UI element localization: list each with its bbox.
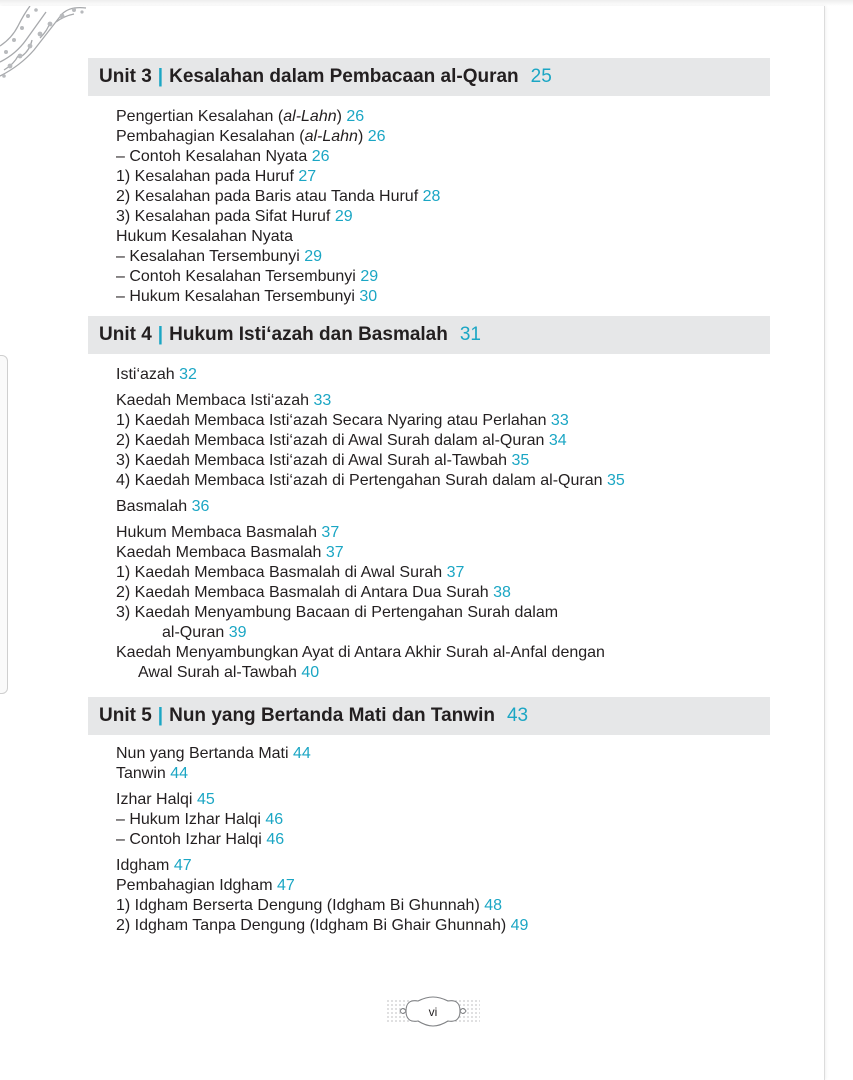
toc-entry[interactable] [116, 167, 796, 187]
toc-entry[interactable] [116, 107, 796, 127]
toc-entry-text: Pembahagian Idgham [116, 877, 273, 894]
toc-entry[interactable] [116, 227, 796, 247]
corner-ornament-icon [0, 6, 92, 80]
toc-entry[interactable] [116, 287, 796, 307]
toc-entry[interactable] [116, 764, 796, 784]
toc-entry-page-number: 27 [298, 168, 317, 185]
toc-entry-page-number: 26 [346, 108, 365, 125]
toc-entry-page-number: 37 [321, 524, 340, 541]
toc-entry-page-number: 44 [170, 765, 189, 782]
toc-entry[interactable] [116, 744, 796, 764]
toc-entry[interactable] [116, 603, 796, 623]
toc-entry-text: 3) Kaedah Membaca Isti‘azah di Awal Surah al-Tawbah [116, 452, 508, 469]
unit-5-header[interactable] [88, 697, 770, 735]
toc-entry[interactable] [116, 790, 796, 810]
toc-entry[interactable] [116, 147, 796, 167]
toc-entry[interactable] [116, 267, 796, 287]
toc-entry-text: – Hukum Izhar Halqi [116, 811, 261, 828]
toc-entry-text: Hukum Membaca Basmalah [116, 524, 317, 541]
toc-entry-text: 2) Idgham Tanpa Dengung (Idgham Bi Ghair Ghunnah) [116, 917, 507, 934]
toc-entry[interactable] [116, 431, 796, 451]
toc-entry-page-number: 38 [493, 584, 511, 601]
toc-entry[interactable] [116, 451, 796, 471]
toc-entry-text: Basmalah [116, 498, 188, 515]
toc-entry-text: – Contoh Kesalahan Tersembunyi [116, 268, 356, 285]
unit-page-number: 25 [530, 66, 552, 87]
page-number-frame [386, 995, 480, 1028]
toc-entry-text: Hukum Kesalahan Nyata [116, 228, 293, 245]
toc-entry-text: Tanwin [116, 765, 166, 782]
toc-entry[interactable] [116, 411, 796, 431]
toc-entry[interactable] [116, 623, 796, 643]
toc-entry-page-number: 35 [606, 472, 625, 489]
toc-entry-page-number: 45 [196, 791, 215, 808]
toc-entry[interactable] [116, 643, 796, 663]
toc-entry-italic-term: al-Lahn [283, 108, 337, 125]
toc-entry[interactable] [116, 523, 796, 543]
unit-separator: | [157, 324, 164, 345]
toc-entry[interactable] [116, 471, 796, 491]
toc-entry-page-number: 30 [359, 288, 378, 305]
toc-entry-page-number: 47 [173, 857, 192, 874]
toc-entry[interactable] [116, 810, 796, 830]
toc-entry-page-number: 37 [446, 564, 465, 581]
toc-entry-page-number: 33 [550, 412, 569, 429]
unit-label: Unit 3 [99, 66, 152, 87]
toc-entry-text: Kaedah Membaca Isti‘azah [116, 392, 309, 409]
toc-entry-text: Awal Surah al-Tawbah [138, 664, 297, 681]
toc-entry-page-number: 29 [304, 248, 323, 265]
toc-entry[interactable] [116, 543, 796, 563]
unit-title: Nun yang Bertanda Mati dan Tanwin [169, 705, 495, 726]
toc-entry-text: 2) Kesalahan pada Baris atau Tanda Huruf [116, 188, 419, 205]
unit-3-header[interactable] [88, 58, 770, 96]
toc-entry-text: – Kesalahan Tersembunyi [116, 248, 300, 265]
toc-entry-page-number: 37 [325, 544, 344, 561]
toc-entry-text: Pengertian Kesalahan ( [116, 108, 284, 125]
toc-entry[interactable] [116, 127, 796, 147]
unit-label: Unit 5 [99, 705, 152, 726]
toc-entry-text: 1) Idgham Berserta Dengung (Idgham Bi Ghunnah) [116, 897, 480, 914]
toc-entry-italic-term: al-Lahn [304, 128, 358, 145]
toc-entry-page-number: 49 [510, 917, 529, 934]
toc-entry[interactable] [116, 563, 796, 583]
side-panel-handle[interactable] [0, 355, 8, 694]
toc-entry[interactable] [116, 583, 796, 603]
toc-entry[interactable] [116, 663, 796, 683]
toc-entry-text: Isti‘azah [116, 366, 175, 383]
toc-entry-page-number: 34 [548, 432, 567, 449]
toc-entry-text: 3) Kesalahan pada Sifat Huruf [116, 208, 331, 225]
toc-entry-page-number: 29 [360, 268, 379, 285]
toc-entry-page-number: 33 [313, 392, 332, 409]
toc-entry-page-number: 44 [293, 745, 311, 762]
toc-entry-text: 1) Kaedah Membaca Isti‘azah Secara Nyaring atau Perlahan [116, 412, 547, 429]
unit-title: Hukum Isti‘azah dan Basmalah [169, 324, 448, 345]
unit-4-entries [116, 365, 796, 683]
toc-entry-text-suffix: ) [357, 128, 364, 145]
unit-title: Kesalahan dalam Pembacaan al-Quran [169, 66, 519, 87]
toc-entry-text: – Contoh Kesalahan Nyata [116, 148, 308, 165]
toc-entry-text: – Hukum Kesalahan Tersembunyi [116, 288, 355, 305]
toc-entry-text: al-Quran [162, 624, 225, 641]
toc-entry-page-number: 35 [511, 452, 530, 469]
unit-3-entries [116, 107, 796, 307]
unit-page-number: 31 [459, 324, 481, 345]
toc-entry-text: Idgham [116, 857, 170, 874]
unit-separator: | [157, 705, 164, 726]
unit-separator: | [157, 66, 164, 87]
toc-entry-text: 4) Kaedah Membaca Isti‘azah di Pertengahan Surah dalam al-Quran [116, 472, 603, 489]
toc-entry[interactable] [116, 896, 796, 916]
unit-label: Unit 4 [99, 324, 152, 345]
page-number: vi [428, 1004, 438, 1019]
toc-entry-text: 2) Kaedah Membaca Basmalah di Antara Dua Surah [116, 584, 489, 601]
toc-entry[interactable] [116, 207, 796, 227]
toc-entry-page-number: 47 [277, 877, 295, 894]
toc-entry[interactable] [116, 876, 796, 896]
toc-entry-page-number: 29 [334, 208, 353, 225]
toc-entry-text: Kaedah Membaca Basmalah [116, 544, 322, 561]
toc-entry[interactable] [116, 391, 796, 411]
toc-entry-page-number: 46 [265, 811, 284, 828]
toc-entry-text-suffix: ) [336, 108, 342, 125]
toc-entry[interactable] [116, 830, 796, 850]
toc-entry-text: 3) Kaedah Menyambung Bacaan di Pertengahan Surah dalam [116, 604, 559, 621]
toc-entry-text: Kaedah Menyambungkan Ayat di Antara Akhir Surah al-Anfal dengan [116, 644, 605, 661]
toc-entry-page-number: 39 [228, 624, 247, 641]
toc-entry-page-number: 40 [301, 664, 320, 681]
unit-page-number: 43 [506, 705, 529, 726]
toc-entry-page-number: 36 [191, 498, 210, 515]
toc-entry[interactable] [116, 365, 796, 385]
unit-4-header[interactable] [88, 316, 770, 354]
toc-entry[interactable] [116, 247, 796, 267]
toc-entry-text: 2) Kaedah Membaca Isti‘azah di Awal Surah dalam al-Quran [116, 432, 545, 449]
toc-entry-page-number: 26 [311, 148, 330, 165]
toc-entry-text: – Contoh Izhar Halqi [116, 831, 262, 848]
toc-entry-page-number: 48 [484, 897, 503, 914]
toc-entry-text: 1) Kaedah Membaca Basmalah di Awal Surah [116, 564, 443, 581]
unit-5-entries [116, 744, 796, 936]
toc-entry-text: Pembahagian Kesalahan ( [116, 128, 305, 145]
toc-entry[interactable] [116, 916, 796, 936]
toc-entry-page-number: 28 [422, 188, 441, 205]
toc-entry[interactable] [116, 497, 796, 517]
toc-entry[interactable] [116, 187, 796, 207]
toc-entry-page-number: 26 [367, 128, 386, 145]
toc-entry[interactable] [116, 856, 796, 876]
toc-entry-text: Izhar Halqi [116, 791, 193, 808]
toc-entry-page-number: 46 [266, 831, 285, 848]
toc-entry-page-number: 32 [179, 366, 197, 383]
toc-entry-text: 1) Kesalahan pada Huruf [116, 168, 294, 185]
toc-entry-text: Nun yang Bertanda Mati [116, 745, 289, 762]
